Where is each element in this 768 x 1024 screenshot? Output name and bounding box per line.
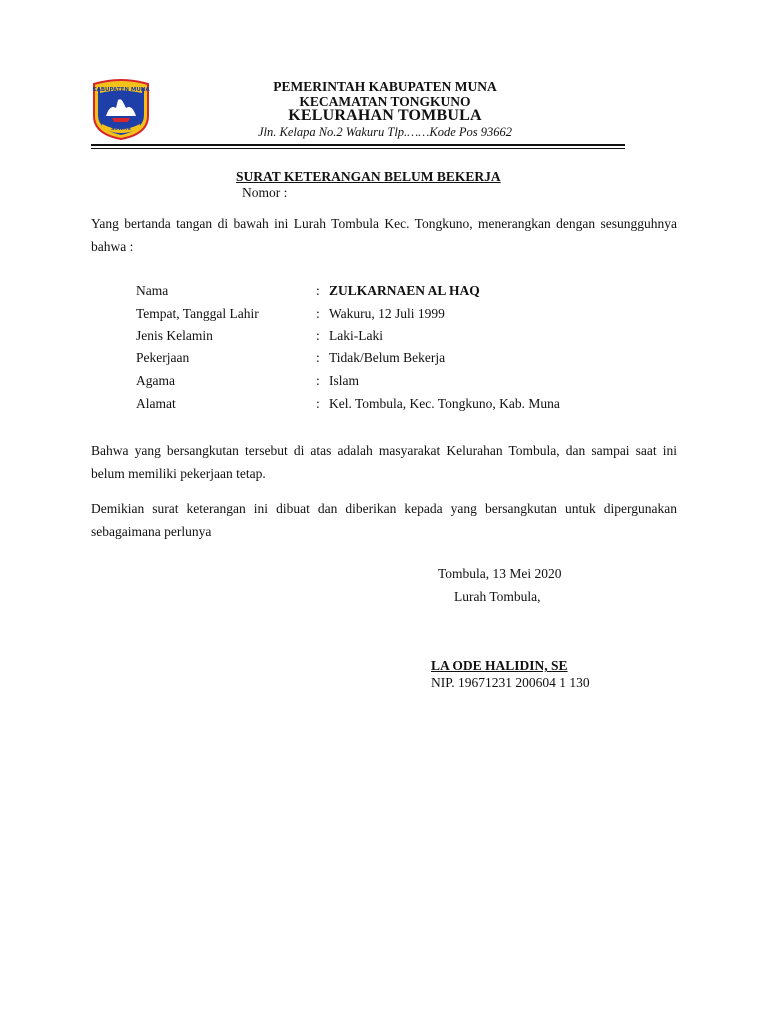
intro-paragraph: Yang bertanda tangan di bawah ini Lurah Tombula Kec. Tongkuno, menerangkan dengan sesungguhnya bahwa : bbox=[91, 216, 677, 254]
field-value: Tidak/Belum Bekerja bbox=[329, 350, 446, 365]
signer-nip: NIP. 19671231 200604 1 130 bbox=[431, 675, 590, 690]
field-label: Nama bbox=[136, 283, 169, 298]
letter-number: Nomor : bbox=[242, 185, 288, 200]
village-line: KELURAHAN TOMBULA bbox=[288, 107, 482, 124]
field-colon: : bbox=[316, 373, 320, 388]
crest-icon bbox=[90, 78, 152, 140]
district-line: KECAMATAN TONGKUNO bbox=[299, 94, 471, 109]
letterhead-divider bbox=[91, 144, 625, 146]
place-date: Tombula, 13 Mei 2020 bbox=[438, 566, 562, 581]
municipality-logo bbox=[90, 78, 152, 140]
statement-paragraph: Bahwa yang bersangkutan tersebut di atas adalah masyarakat Kelurahan Tombula, dan sampai saat ini belum memiliki pekerjaan tetap. bbox=[91, 443, 677, 481]
field-colon: : bbox=[316, 306, 320, 321]
svg-text:KABUPATEN MUNA: KABUPATEN MUNA bbox=[92, 87, 150, 93]
field-label: Alamat bbox=[136, 396, 176, 411]
field-colon: : bbox=[316, 328, 320, 343]
signer-position: Lurah Tombula, bbox=[454, 589, 541, 604]
government-line: PEMERINTAH KABUPATEN MUNA bbox=[273, 79, 497, 94]
field-colon: : bbox=[316, 283, 320, 298]
field-value: Wakuru, 12 Juli 1999 bbox=[329, 306, 445, 321]
letterhead-divider-thin bbox=[91, 148, 625, 149]
svg-text:SOWITE: SOWITE bbox=[111, 127, 131, 132]
field-colon: : bbox=[316, 350, 320, 365]
closing-paragraph: Demikian surat keterangan ini dibuat dan diberikan kepada yang bersangkutan untuk dipergunakan sebagaimana perlunya bbox=[91, 501, 677, 539]
signer-name: LA ODE HALIDIN, SE bbox=[431, 658, 568, 673]
field-value: ZULKARNAEN AL HAQ bbox=[329, 283, 480, 298]
field-colon: : bbox=[316, 396, 320, 411]
field-label: Pekerjaan bbox=[136, 350, 190, 365]
field-label: Agama bbox=[136, 373, 175, 388]
field-value: Islam bbox=[329, 373, 359, 388]
field-label: Jenis Kelamin bbox=[136, 328, 213, 343]
field-value: Laki-Laki bbox=[329, 328, 383, 343]
office-address: Jln. Kelapa No.2 Wakuru Tlp.……Kode Pos 93662 bbox=[257, 125, 513, 139]
letter-title: SURAT KETERANGAN BELUM BEKERJA bbox=[236, 169, 501, 184]
field-value: Kel. Tombula, Kec. Tongkuno, Kab. Muna bbox=[329, 396, 560, 411]
field-label: Tempat, Tanggal Lahir bbox=[136, 306, 259, 321]
